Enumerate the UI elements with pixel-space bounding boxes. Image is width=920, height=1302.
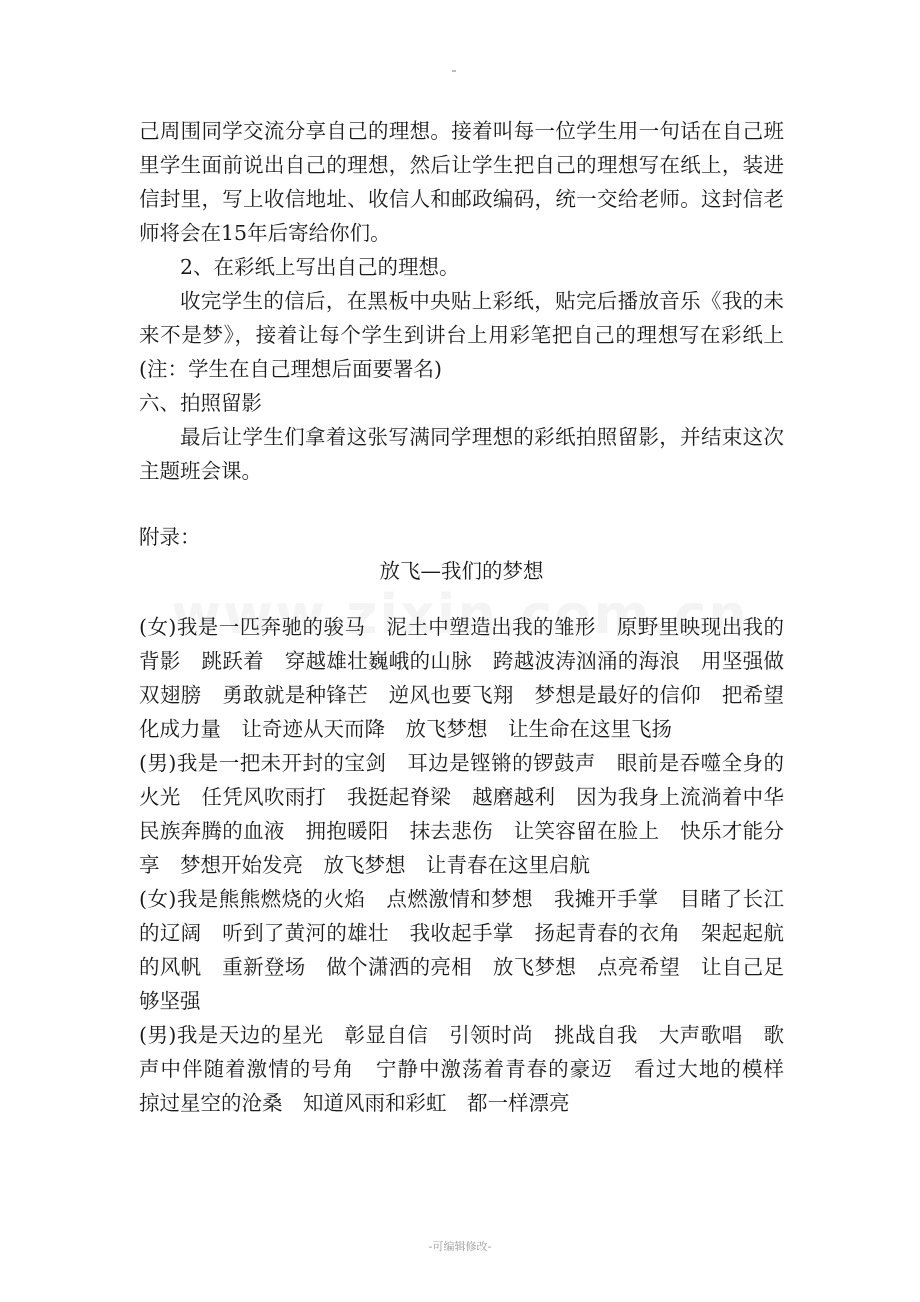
poem-verse-1: (女)我是一匹奔驰的骏马 泥土中塑造出我的雏形 原野里映现出我的背影 跳跃着 穿越雄壮巍峨的山脉 跨越波涛汹涌的海浪 用坚强做双翅膀 勇敢就是种锋芒 逆风也要飞翔 梦想是最好的信仰 把希望化成力量 让奇迹从天而降 放飞梦想 让生命在这里飞扬 <box>139 615 784 741</box>
paragraph-1: 己周围同学交流分享自己的理想。接着叫每一位学生用一句话在自己班里学生面前说出自己的理想，然后让学生把自己的理想写在纸上，装进信封里，写上收信地址、收信人和邮政编码，统一交给老师。这封信老师将会在15年后寄给你们。 <box>139 119 784 245</box>
blank-line <box>139 588 784 610</box>
paragraph-3: 收完学生的信后，在黑板中央贴上彩纸，贴完后播放音乐《我的未来不是梦》，接着让每个学生到讲台上用彩笔把自己的理想写在彩纸上(注：学生在自己理想后面要署名) <box>139 289 784 381</box>
poem-verse-3: (女)我是熊熊燃烧的火焰 点燃激情和梦想 我摊开手掌 目睹了长江的辽阔 听到了黄河的雄壮 我收起手掌 扬起青春的衣角 架起起航的风帆 重新登场 做个潇洒的亮相 放飞梦想 点亮希望 让自己足够坚强 <box>139 887 784 1013</box>
section-heading: 六、拍照留影 <box>139 391 262 415</box>
appendix-label: 附录： <box>139 525 201 549</box>
top-mark <box>452 70 456 72</box>
document-body <box>139 114 805 1120</box>
poem-verse-4: (男)我是天边的星光 彰显自信 引领时尚 挑战自我 大声歌唱 歌声中伴随着激情的号角 宁静中激荡着青春的豪迈 看过大地的模样 掠过星空的沧桑 知道风雨和彩虹 都一样漂亮 <box>139 1023 805 1115</box>
paragraph-5: 最后让学生们拿着这张写满同学理想的彩纸拍照留影，并结束这次主题班会课。 <box>139 425 784 483</box>
poem-title: 放飞—我们的梦想 <box>379 559 544 583</box>
blank-line <box>139 488 784 520</box>
poem-verse-2: (男)我是一把未开封的宝剑 耳边是铿锵的锣鼓声 眼前是吞噬全身的火光 任凭风吹雨打 我挺起脊梁 越磨越利 因为我身上流淌着中华民族奔腾的血液 拥抱暖阳 抹去悲伤 让笑容留在脸上 快乐才能分享 梦想开始发亮 放飞梦想 让青春在这里启航 <box>139 751 784 877</box>
paragraph-2: 2、在彩纸上写出自己的理想。 <box>180 255 460 279</box>
page-footer: -可编辑修改- <box>428 1240 492 1253</box>
